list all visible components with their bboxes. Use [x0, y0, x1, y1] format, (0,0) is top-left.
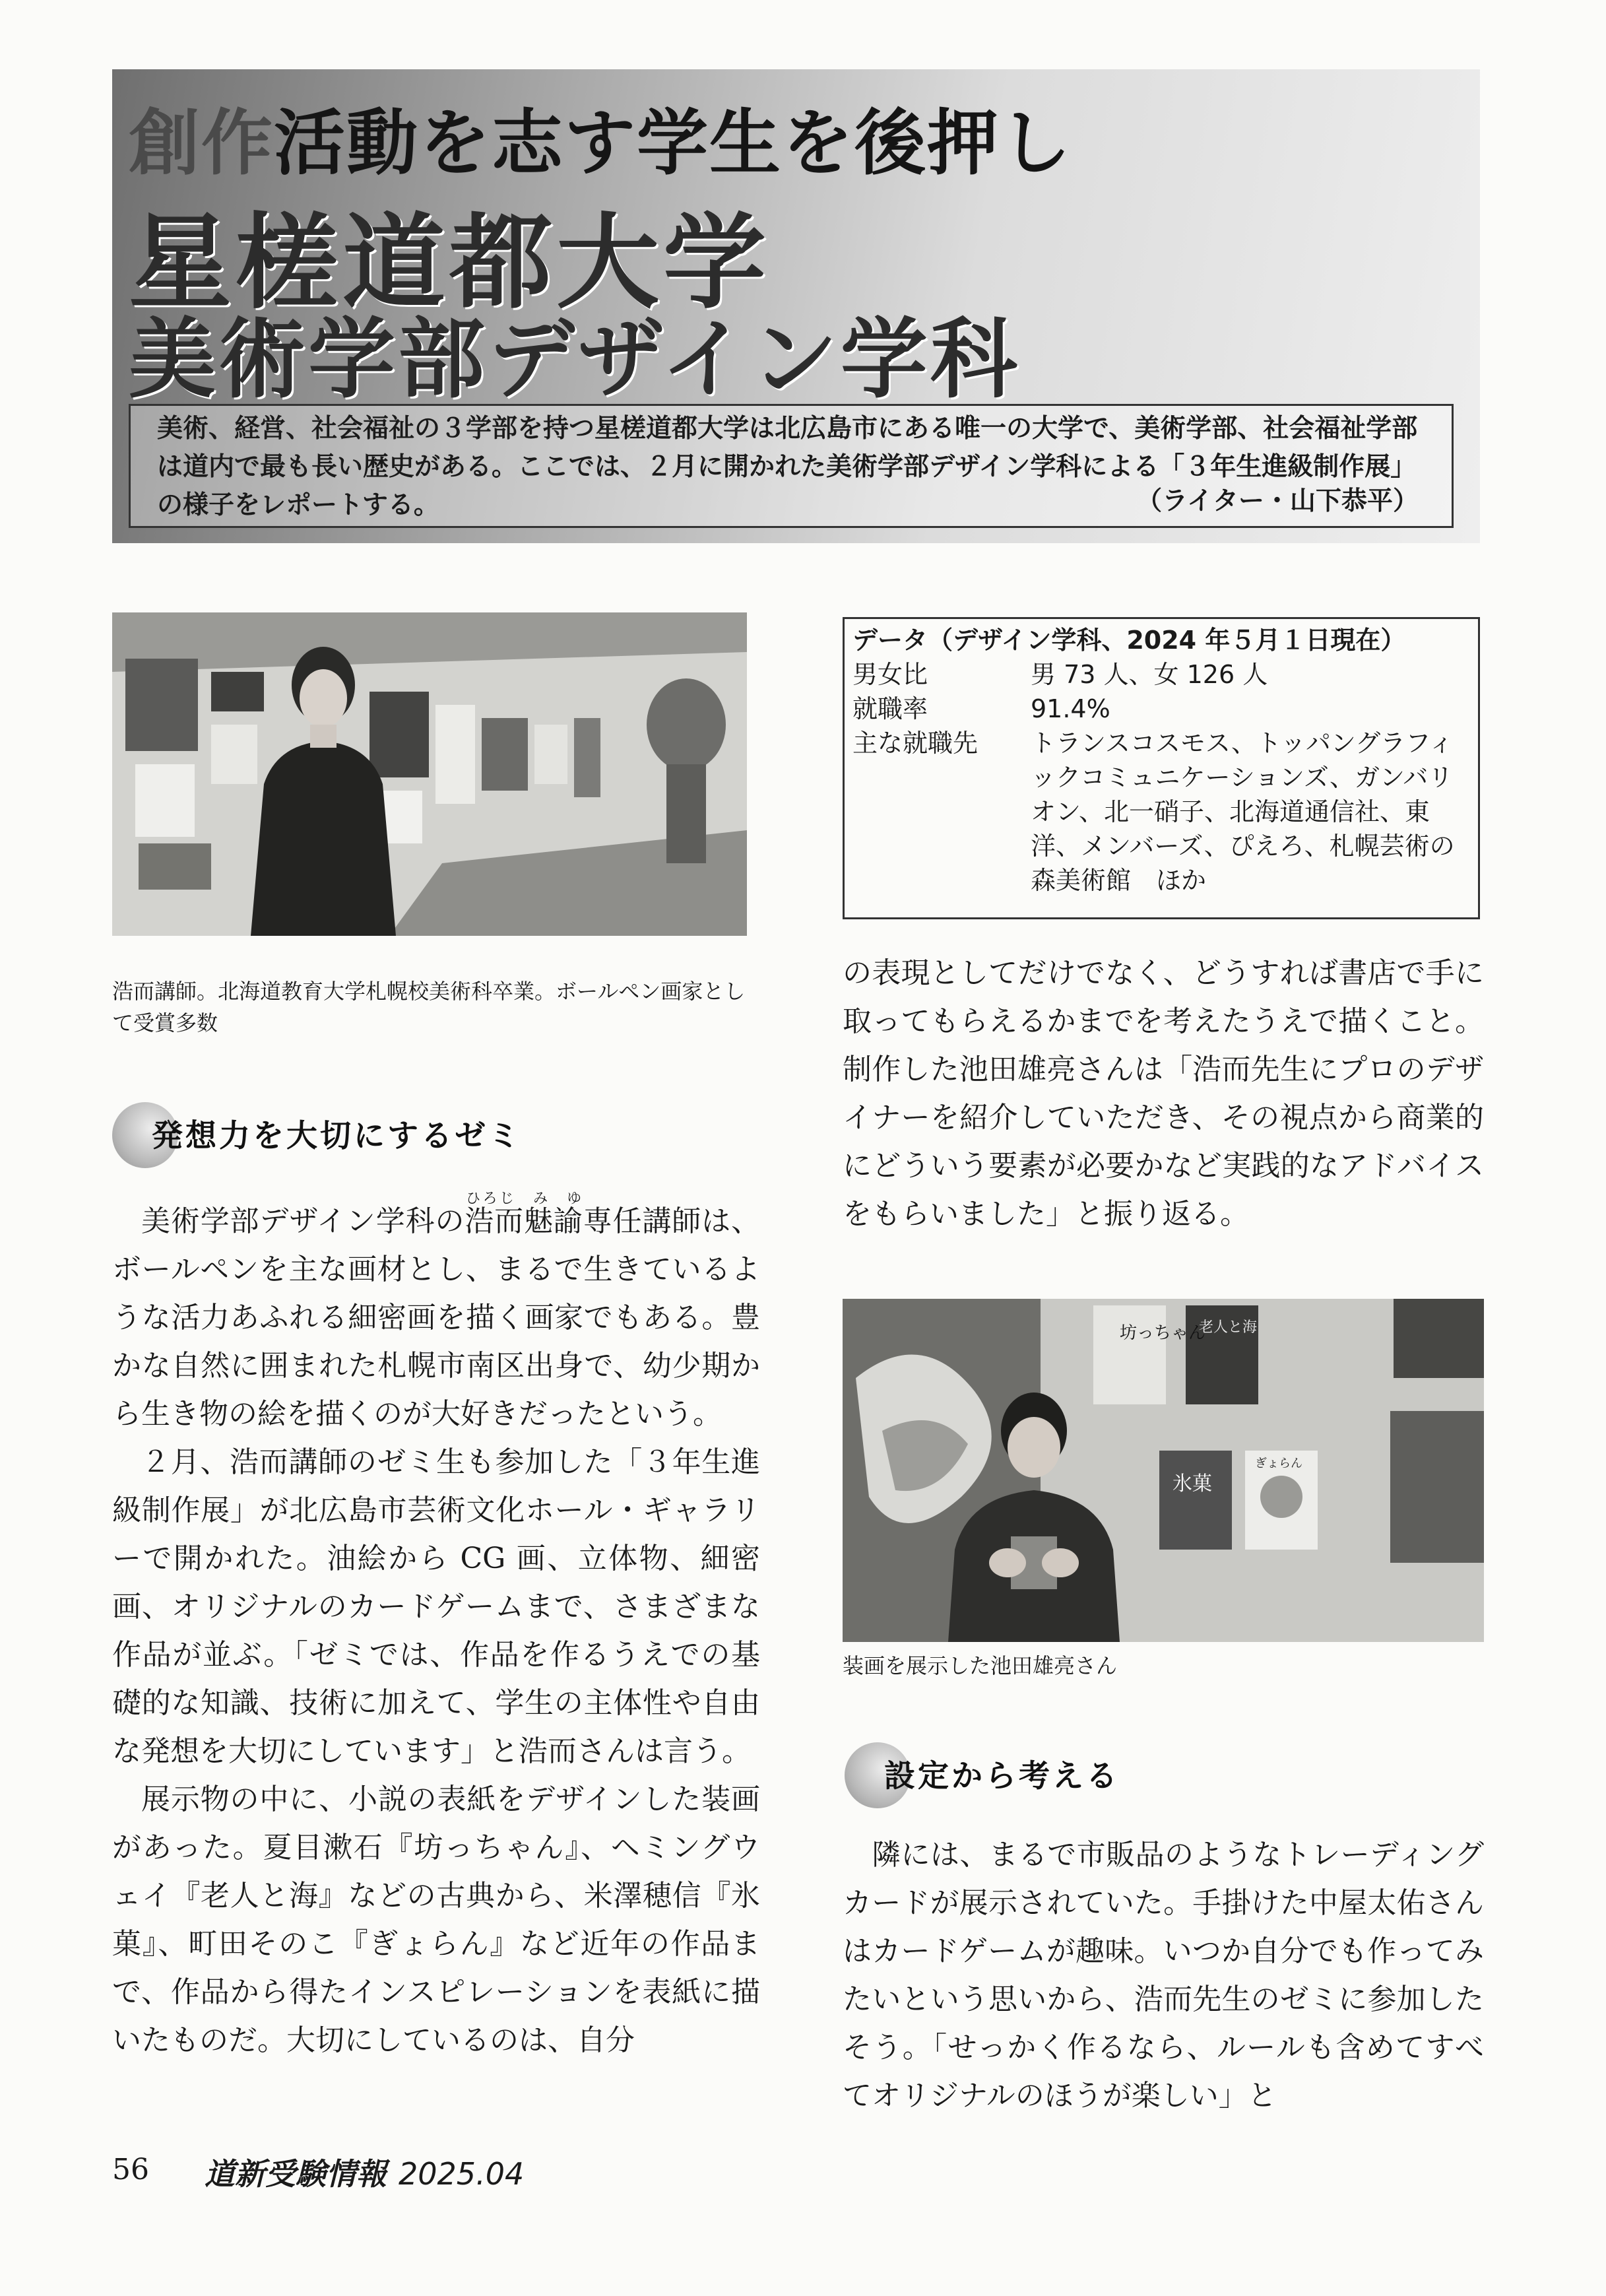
lecturer-photo-caption: 浩而講師。北海道教育大学札幌校美術科卒業。ボールペン画家として受賞多数 — [112, 979, 746, 1035]
text-run: 美術学部デザイン学科の — [141, 1204, 465, 1238]
paragraph: の表現としてだけでなく、どうすれば書店で手に取ってもらえるかまでを考えたうえで描くこと。制作した池田雄亮さんは「浩而先生にプロのデザイナーを紹介していただき、その視点から商業的にどういう要素が必要かなど実践的なアドバイスをもらいました」と振り返る。 — [843, 956, 1484, 1231]
data-key: 男女比 — [852, 660, 928, 689]
university-name: 星槎道都大学 — [129, 203, 770, 323]
paragraph: 隣には、まるで市販品のようなトレーディングカードが展示されていた。手掛けた中屋太佑さんはカードゲームが趣味。いつか自分でも作ってみたいという思いから、浩而先生のゼミに参加したそう。「せっかく作るなら、ルールも含めてすべてオリジナルのほうが楽しい」と — [843, 1838, 1484, 2113]
magazine-footer — [205, 2150, 524, 2194]
section-heading-text: 発想力を大切にするゼミ — [152, 1118, 522, 1154]
data-value: 男 73 人、女 126 人 — [1031, 660, 1268, 689]
magazine-title: 道新受験情報 — [205, 2156, 387, 2192]
text-run: 専任講師は、ボールペンを主な画材とし、まるで生きているような活力あふれる細密画を描く画家でもある。豊かな自然に囲まれた札幌市南区出身で、幼少期から生き物の絵を描くのが大好きだったという。 — [112, 1204, 761, 1431]
data-row-employment-rate — [852, 692, 1478, 726]
paragraph: ２月、浩而講師のゼミ生も参加した「３年生進級制作展」が北広島市芸術文化ホール・ギャラリーで開かれた。油絵から CG 画、立体物、細密画、オリジナルのカードゲームまで、さまざまな作品が並ぶ。「ゼミでは、作品を作るうえでの基礎的な知識、技術に加えて、学生の主体性や自由な発想を大切にしています」と浩而さんは言う。 — [112, 1445, 760, 1768]
book-label-botchan: 坊っちゃん — [1120, 1323, 1206, 1343]
book-label-roujin: 老人と海 — [1199, 1319, 1258, 1336]
data-row-gender-ratio — [852, 657, 1478, 692]
lecturer-photo-image — [112, 612, 747, 936]
body-text-left — [112, 1191, 760, 2064]
lecturer-name-reading: ひろじ み ゆ — [465, 1191, 583, 1207]
student-photo-image — [843, 1299, 1484, 1642]
book-label-gyoran: ぎょらん — [1255, 1457, 1302, 1470]
data-row-employers — [852, 726, 1478, 898]
data-value: トランスコスモス、トッパングラフィックコミュニケーションズ、ガンバリオン、北一硝子、北海道通信社、東洋、メンバーズ、ぴえろ、札幌芸術の森美術館 ほか — [1031, 729, 1455, 895]
student-photo-caption: 装画を展示した池田雄亮さん — [843, 1653, 1118, 1678]
body-text-right-lower — [843, 1831, 1484, 2120]
section-heading-text: 設定から考える — [884, 1758, 1120, 1794]
lecturer-name-text: 浩而魅諭 — [465, 1204, 583, 1238]
department-data-box — [843, 617, 1480, 919]
issue-number: 2025.04 — [399, 2156, 525, 2192]
article-kicker — [129, 86, 1072, 188]
data-value: 91.4% — [1031, 694, 1110, 723]
kicker-part-a: 創作 — [129, 102, 274, 185]
body-text-right-upper — [843, 949, 1484, 1238]
lead-text: 美術、経営、社会福祉の３学部を持つ星槎道都大学は北広島市にある唯一の大学で、美術学部、社会福祉学部は道内で最も長い歴史がある。ここでは、２月に開かれた美術学部デザイン学科による「３年生進級制作展」の様子をレポートする。 — [157, 414, 1418, 520]
kicker-part-b: 活動を志す学生を後押し — [274, 102, 1073, 185]
page-number: 56 — [112, 2153, 149, 2186]
paragraph — [112, 1191, 760, 1438]
paragraph: 展示物の中に、小説の表紙をデザインした装画があった。夏目漱石『坊っちゃん』、ヘミングウェイ『老人と海』などの古典から、米澤穂信『氷菓』、町田そのこ『ぎょらん』など近年の作品まで、作品から得たインスピレーションを表紙に描いたものだ。大切にしているのは、自分 — [112, 1783, 760, 2057]
writer-credit: （ライター・山下恭平） — [1136, 486, 1419, 516]
department-name: 美術学部デザイン学科 — [129, 309, 1020, 410]
lead-box — [129, 404, 1454, 528]
book-label-hyouka: 氷菓 — [1172, 1472, 1212, 1495]
data-key: 就職率 — [852, 694, 928, 723]
lecturer-name — [465, 1191, 583, 1238]
student-photo — [843, 1299, 1484, 1642]
data-box-title: データ（デザイン学科、2024 年５月１日現在） — [852, 626, 1406, 655]
data-key: 主な就職先 — [852, 729, 979, 758]
lecturer-photo — [112, 612, 747, 936]
